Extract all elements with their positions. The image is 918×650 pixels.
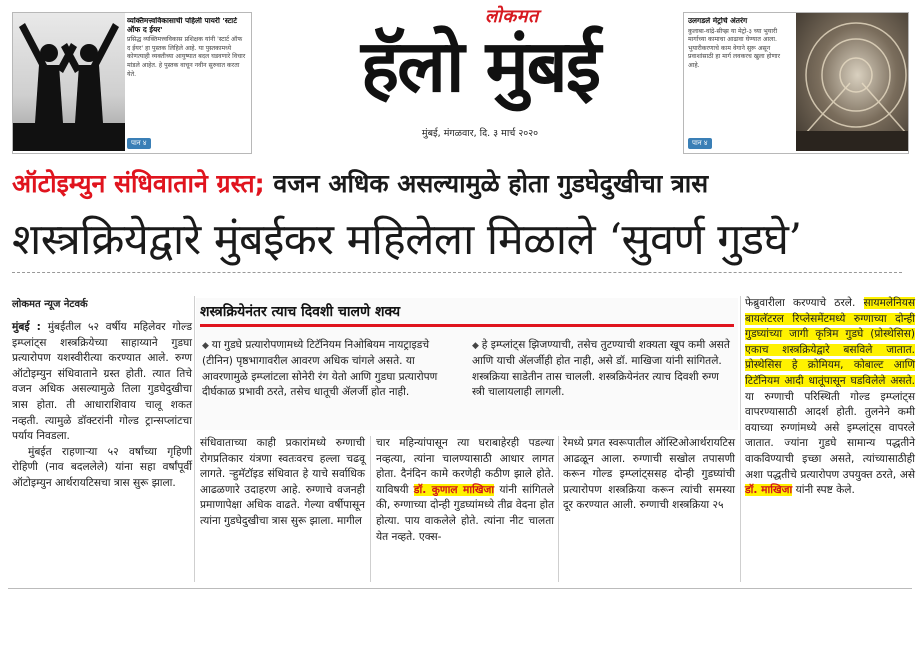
headline-divider bbox=[12, 272, 902, 273]
paragraph-text: यांनी सांगितले की, रुग्णाच्या दोन्ही गुडघ्यांमध्ये तीव्र वेदना होत होत्या. पाय वाकलेले होते. त्यांना नीट चालता येत नव्हते. एक्स- bbox=[376, 483, 554, 543]
paragraph-text: या रुग्णाची परिस्थिती गोल्ड इम्प्लांट्स वापरण्यासाठी आदर्श होती. तुलनेने कमी वयाच्या रुग्णांमध्ये असे इम्प्लांट्स वापरले जातात. ज्यांना गुडघे सामान्य पद्धतीने वाकविण्याची इच्छा असते, त्यांच्यासाठीही अशा पद्धतीचे प्रत्यारोपण उपयुक्त ठरते, असे bbox=[745, 390, 915, 481]
highlighted-text: सायमलेनियस बायलॅटरल रिप्लेसमेंटमध्ये रुग्णाच्या दोन्ही गुडघ्यांच्या जागी कृत्रिम गुडघे (प्रोस्थेसिस) एकाच शस्त्रक्रियेद्वारे बसविले जातात. प्रोस्थेसिस हे क्रोमियम, कोबाल्ट आणि टिटॅनियम आदी धातूंपासून घडविलेले असते. bbox=[745, 297, 915, 387]
paragraph-text: यांनी स्पष्ट केले. bbox=[792, 484, 855, 497]
brand-logo: लोकमत bbox=[485, 6, 539, 27]
lead-dateline: मुंबई : bbox=[12, 321, 41, 333]
teaser-left-page-tag[interactable]: पान ४ bbox=[127, 138, 151, 149]
kicker bbox=[12, 168, 912, 200]
box-title: शस्त्रक्रियेनंतर त्याच दिवशी चालणे शक्य bbox=[200, 302, 734, 327]
teaser-left-title: व्यक्तिमत्त्वविकासाची पहिली पायरी 'स्टार्ट ऑफ द ईयर' bbox=[127, 17, 237, 34]
teaser-right-photo bbox=[796, 13, 908, 151]
kicker-black: वजन अधिक असल्यामुळे होता गुडघेदुखीचा त्रास bbox=[264, 169, 709, 198]
kicker-red: ऑटोइम्युन संधिवाताने ग्रस्त; bbox=[12, 169, 265, 198]
article-column-1 bbox=[12, 320, 192, 492]
article-column-5: रेमध्ये प्रगत स्वरूपातील ऑस्टिओआर्थरायटिस आढळून आला. रुग्णाची सखोल तपासणी करून गोल्ड इम्प्लांट्ससह दोन्ही गुडघ्यांची प्रत्यारोपण शस्त्रक्रिया करून त्यांची समस्या दूर करण्यात आली. रुग्णाची शस्त्रक्रिया २५ bbox=[563, 437, 735, 512]
dateline: मुंबई, मंगळवार, दि. ३ मार्च २०२० bbox=[421, 128, 539, 139]
paragraph bbox=[12, 320, 192, 445]
teaser-left-text bbox=[127, 17, 247, 137]
paragraph: मुंबईत राहणाऱ्या ५२ वर्षांच्या गृहिणी रोहिणी (नाव बदललेले) यांना सहा वर्षांपूर्वी ऑटोइम्युन आर्थरायटिसचा त्रास सुरू झाला. bbox=[12, 445, 192, 489]
article-column-4 bbox=[376, 436, 554, 545]
paragraph-text: चार महिन्यांपासून त्या घराबाहेरही पडल्या नव्हत्या, त्यांना चालण्यासाठी आधार लागत होता. दैनंदिन कामे करणेही कठीण झाले होते. याविषयी bbox=[376, 437, 554, 496]
section-title: हॅलो मुंबई bbox=[360, 23, 600, 108]
teaser-left[interactable] bbox=[12, 12, 252, 154]
subhead-box bbox=[196, 298, 738, 430]
teaser-right-text bbox=[688, 17, 790, 137]
doctor-name: डॉ. माखिजा bbox=[745, 484, 793, 497]
column-divider bbox=[194, 296, 195, 582]
box-point-text: या गुडघे प्रत्यारोपणामध्ये टिटॅनियम निओबियम नायट्राइडचे (टीनिन) पृष्ठभागावरील आवरण अधिक चांगले असते. या आवरणामुळे इम्प्लांटला सोनेरी रंग येतो आणि गुडघा प्रत्यारोपण दीर्घकाळ प्रभावी ठरते, तसेच धातूची ॲलर्जी होत नाही. bbox=[202, 339, 438, 399]
teaser-left-body: प्रसिद्ध व्यक्तिमत्त्वविकास प्रशिक्षक यांनी 'स्टार्ट ऑफ द ईयर' हा पुस्तक लिहिले आहे. या पुस्तकामध्ये कोणत्याही व्यक्तीच्या आयुष्यात बदल घडवणारे विचार मांडले आहेत. हे पुस्तक वाचून नवीन सुरुवात करता येते. bbox=[127, 36, 246, 78]
column-divider bbox=[558, 436, 559, 582]
page-bottom-rule bbox=[8, 588, 912, 589]
teaser-right-title: उलगडले मेट्रोचे अंतरंग bbox=[688, 17, 748, 25]
column-divider bbox=[740, 296, 741, 582]
box-point-text: हे इम्प्लांट्स झिजण्याची, तसेच तुटण्याची शक्यता खूप कमी असते आणि याची ॲलर्जीही होत नाही, असे डॉ. माखिजा यांनी सांगितले. शस्त्रक्रिया साडेतीन तास चालली. शस्त्रक्रियेनंतर त्याच दिवशी रुग्ण स्त्री चालायलाही लागली. bbox=[472, 339, 730, 399]
teaser-left-photo bbox=[13, 13, 125, 151]
teaser-right-body: कुलाबा-वांद्रे-सीप्झ या मेट्रो-३ च्या भुयारी मार्गाच्या कामाचा आढावा घेण्यात आला. भुयारीकरणाचे काम वेगाने सुरू असून प्रवाशांसाठी हा मार्ग लवकरच खुला होणार आहे. bbox=[688, 27, 781, 69]
byline: लोकमत न्यूज नेटवर्क bbox=[12, 299, 88, 310]
diamond-bullet-icon: ◆ bbox=[472, 341, 482, 351]
box-point-right bbox=[472, 338, 734, 401]
paragraph-text: मुंबईतील ५२ वर्षीय महिलेवर गोल्ड इम्प्लांट्स शस्त्रक्रियेच्या साहाय्याने गुडघा प्रत्यारोपण यशस्वीरीत्या करण्यात आले. रुग्ण ऑटोइम्युन संधिवाताने ग्रस्त होती. त्यात तिचे वजन अधिक असल्यामुळे तिला गुडघेदुखीचा त्रास होता. ती आधाराशिवाय चालू शकत नव्हती. त्यामुळे डॉक्टरांनी गोल्ड ट्रान्सप्लांटचा पर्याय निवडला. bbox=[12, 321, 193, 443]
column-divider bbox=[370, 436, 371, 582]
paragraph-text: फेब्रुवारीला करण्याचे ठरले. bbox=[745, 297, 856, 309]
article-column-6 bbox=[745, 296, 915, 499]
doctor-name: डॉ. कुणाल माखिजा bbox=[413, 483, 495, 496]
headline: शस्त्रक्रियेद्वारे मुंबईकर महिलेला मिळाले ‘सुवर्ण गुडघे’ bbox=[12, 215, 802, 265]
diamond-bullet-icon: ◆ bbox=[202, 341, 212, 351]
article-column-3: संधिवाताच्या काही प्रकारांमध्ये रुग्णाची रोगप्रतिकार यंत्रणा स्वतःवरच हल्ला चढवू लागते. ऱ्हुमॅटॉइड संधिवात हे याचे सर्वाधिक आढळणारे उदाहरण आहे. रुग्णाचे वजनही प्रमाणापेक्षा अधिक वाढते. गेल्या वर्षीपासून त्यांना गुडघेदुखीचा त्रास सुरू झाला. मागील bbox=[200, 437, 365, 527]
teaser-right[interactable] bbox=[683, 12, 909, 154]
box-point-left bbox=[202, 338, 462, 401]
teaser-right-page-tag[interactable]: पान ४ bbox=[688, 138, 712, 149]
